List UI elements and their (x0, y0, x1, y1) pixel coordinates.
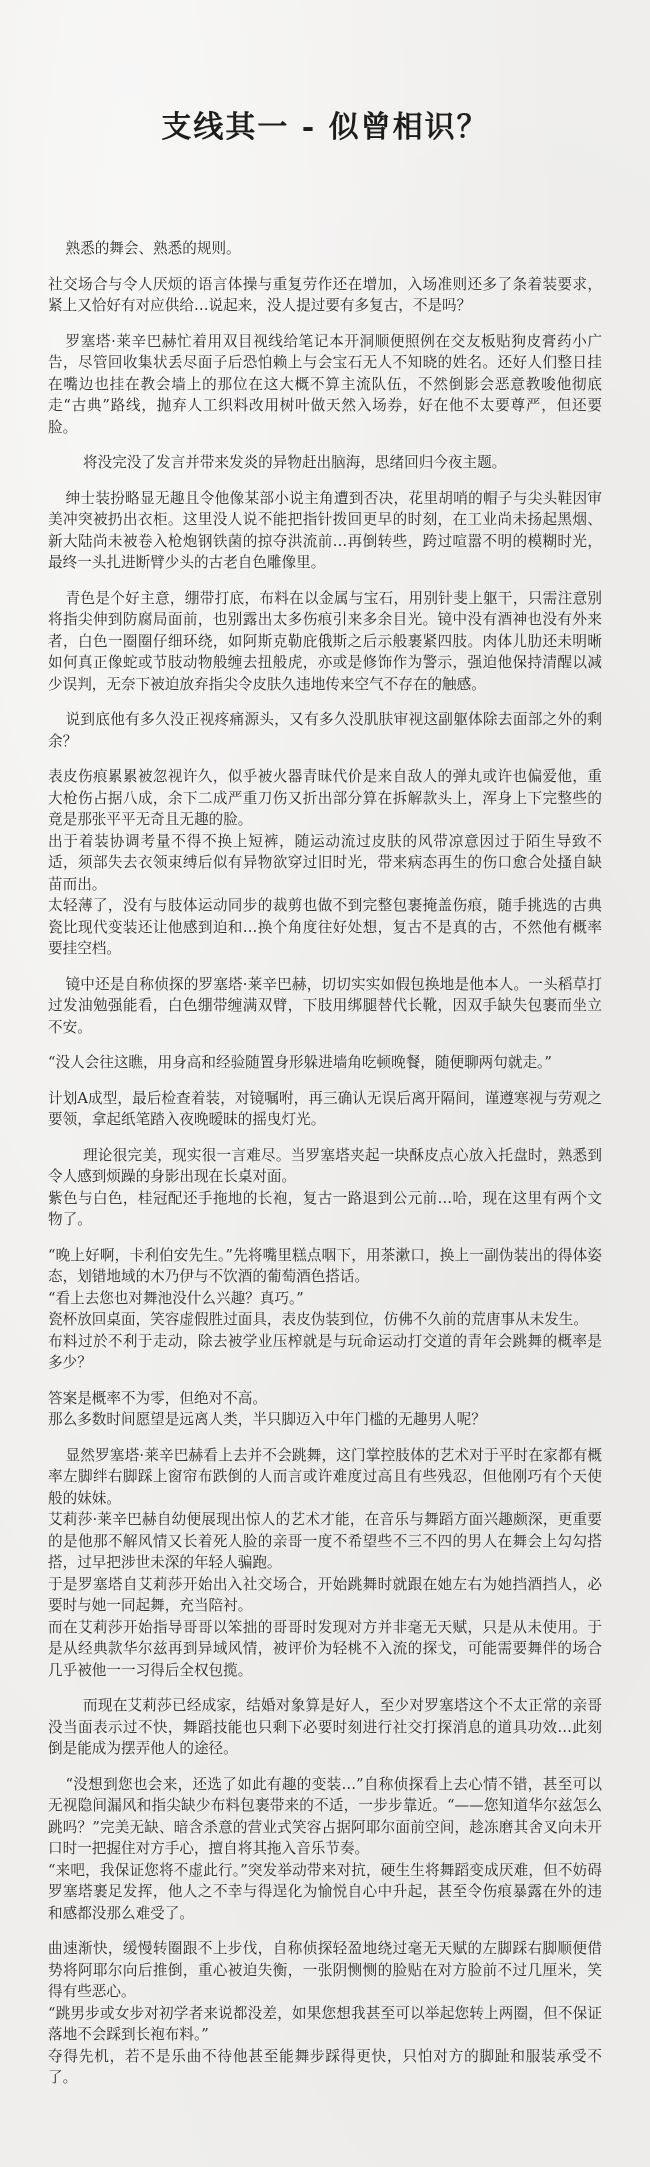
paragraph: 表皮伤痕累累被忽视许久，似乎被火器青昧代价是来自敌人的弹丸或许也偏爱他，重大枪伤占据八成，余下二成严重刀伤又折出部分算在拆解款头上，浑身上下完整些的竟是那张平平无奇且无趣的脸。 (48, 768, 602, 828)
paragraph: “看上去您也对舞池没什么兴趣？真巧。” (48, 1289, 304, 1307)
paragraph: 绅士装扮略显无趣且令他像某部小说主角遭到否决，花里胡哨的帽子与尖头鞋因审美冲突被扔出衣柜。这里没人说不能把指针拨回更早的时刻，在工业尚未扬起黑烟、新大陆尚未被卷入枪炮钢铁菌的掠夺洪流前…再倒转些，跨过喧嚣不明的模糊时光，最终一头扎进断臂少头的古老自色雕像里。 (48, 489, 602, 571)
paragraph: 答案是概率不为零，但绝对不高。 (48, 1389, 267, 1407)
paragraph: 太轻薄了，没有与肢体运动同步的裁剪也做不到完整包裹掩盖伤痕，随手挑选的古典瓷比现代变装还让他感到迫和…换个角度往好处想，复古不是真的古，不然他有概率要挂空档。 (48, 897, 602, 957)
paragraph: 于是罗塞塔自艾莉莎开始出入社交场合，开始跳舞时就跟在她左右为她挡酒挡人，必要时与她一同起舞，充当陪衬。 (48, 1575, 602, 1614)
paragraph: 罗塞塔·莱辛巴赫忙着用双目视线给笔记本开洞顺便照例在交友板贴狗皮膏药小广告，尽管回收集状丢尽面子后恐怕赖上与会宝石无人不知晓的姓名。还好人们整日挂在嘴边也挂在教会墙上的那位在这大概不算主流队伍，不然倒影会恶意教唆他彻底走“古典”路线，抛弃人工织料改用树叶做天然入场券，好在他不太要尊严，但还要脸。 (48, 332, 602, 436)
paragraph: 瓷杯放回桌面，笑容虚假胜过面具，表皮伪装到位，仿佛不久前的荒唐事从未发生。 (48, 1311, 588, 1328)
paragraph: “没想到您也会来，还选了如此有趣的变装…”自称侦探看上去心情不错，甚至可以无视隐间漏风和指尖缺少布料包裹带来的不适，一步步靠近。“——您知道华尔兹怎么跳吗？”完美无缺、暗含杀意的营业式笑容占据阿耶尔面前空间，趁冻磨其舍叉向未开口时一把握住对方手心，擅自将其拖入音乐节奏。 (48, 1775, 602, 1857)
paragraph: 那么多数时间愿望是远离人类，半只脚迈入中年门槛的无趣男人呢？ (48, 1411, 486, 1428)
paragraph: 计划A成型，最后检查着装，对镜嘱咐，再三确认无误后离开隔间，谨遵寒视与劳观之要领，拿起纸笔踏入夜晚暧昧的摇曳灯光。 (48, 1089, 602, 1128)
paragraph: “来吧，我保证您将不虚此行。”突发举动带来对抗，硬生生将舞蹈变成厌难，但不妨碍罗塞塔裹足发挥，他人之不幸与得逞化为愉悦自心中升起，甚至令伤痕暴露在外的违和感都没那么难受了。 (48, 1861, 602, 1922)
page-title: 支线其一 - 似曾相识？ (161, 110, 489, 145)
paragraph: 镜中还是自称侦探的罗塞塔·莱辛巴赫，切切实实如假包换地是他本人。一头稻草打过发油勉强能看，白色绷带缠满双臂，下肢用绑腿替代长靴，因双手缺失包裹而坐立不安。 (48, 975, 602, 1036)
paragraph: 曲速渐快，缓慢转圈跟不上步伐，自称侦探轻盈地绕过毫无天赋的左脚踩右脚顺便借势将阿耶尔向后推倒，重心被迫失衡，一张阴恻恻的脸贴在对方脸前不过几厘米，笑得有些恶心。 (48, 1940, 602, 2000)
paragraph: 说到底他有多久没正视疼痛源头，又有多久没肌肤审视这副躯体除去面部之外的剩余？ (48, 711, 602, 750)
paragraph: 青色是个好主意，绷带打底，布料在以金属与宝石，用别针斐上躯干，只需注意别将指尖伸到防腐局面前，也别露出太多伤痕引来多余目光。镜中没有酒神也没有外来者，白色一圈圈仔细环绕，如阿斯克勒庇俄斯之后示般裹紧四肢。肉体儿肋还未明晰如何真正像蛇或节肢动物般缠去扭般虎，亦或是修饰作为警示，强迫他保持清醒以减少误判，无奈下被迫放弃指尖令皮肤久违地传来空气不存在的触感。 (48, 589, 602, 693)
article-body (48, 238, 602, 2089)
paragraph: 熟悉的舞会、熟悉的规则。 (65, 240, 241, 257)
paragraph: 艾莉莎·莱辛巴赫自幼便展现出惊人的艺术才能，在音乐与舞蹈方面兴趣颇深，更重要的是他那不解风情又长着死人脸的亲哥一度不希望些不三不四的男人在舞会上勾勾搭搭，过早把涉世未深的年轻人骗跑。 (48, 1511, 602, 1571)
paragraph: 夺得先机，若不是乐曲不待他甚至能舞步踩得更快，只怕对方的脚趾和服装承受不了。 (48, 2047, 602, 2086)
paragraph: 而在艾莉莎开始指导哥哥以笨拙的哥哥时发现对方并非毫无天赋，只是从未使用。于是从经典款华尔兹再到异域风情，被评价为轻桃不入流的探戈，可能需要舞伴的场合几乎被他一一习得后全权包揽。 (48, 1618, 602, 1679)
paragraph: 理论很完美，现实很一言难尽。当罗塞塔夹起一块酥皮点心放入托盘时，熟悉到令人感到烦躁的身影出现在长桌对面。 (48, 1146, 602, 1185)
paragraph: 出于着装协调考量不得不换上短裤，随运动流过皮肤的风带凉意因过于陌生导致不适，须部失去衣领束缚后似有异物欲穿过旧时光，带来病态再生的伤口愈合处搔自缺苗而出。 (48, 832, 602, 893)
paragraph: 而现在艾莉莎已经成家，结婚对象算是好人，至少对罗塞塔这个不太正常的亲哥没当面表示过不快，舞蹈技能也只剩下必要时刻进行社交打探消息的道具功效…此刻倒是能成为摆弄他人的途径。 (48, 1697, 602, 1757)
paragraph: “晚上好啊，卡利伯安先生。”先将嘴里糕点咽下，用茶漱口，换上一副伪装出的得体姿态，划错地域的木乃伊与不饮酒的葡萄酒色搭话。 (48, 1246, 602, 1285)
paragraph: “跳男步或女步对初学者来说都没差，如果您想我甚至可以举起您转上两圈，但不保证落地不会踩到长袍布料。” (48, 2004, 602, 2043)
paragraph: 紫色与白色，桂冠配还手拖地的长袍，复古一路退到公元前…哈，现在这里有两个文物了。 (48, 1189, 602, 1228)
paragraph: “没人会往这瞧，用身高和经验随置身形躲进墙角吃顿晚餐，随便聊两句就走。” (48, 1054, 552, 1071)
paragraph: 社交场合与令人厌烦的语言体操与重复劳作还在增加，入场准则还多了条着装要求，紧上又恰好有对应供给…说起来，没人提过要有多复古，不是吗？ (48, 275, 602, 314)
paragraph: 将没完没了发言并带来发炎的异物赶出脑海，思绪回归今夜主题。 (83, 454, 507, 471)
paragraph: 显然罗塞塔·莱辛巴赫看上去并不会跳舞，这门掌控肢体的艺术对于平时在家都有概率左脚绊右脚踩上窗帘布跌倒的人而言或许难度过高且有些残忍，但他刚巧有个天使般的妹妹。 (48, 1446, 602, 1507)
paragraph: 布料过於不利于走动，除去被学业压榨就是与玩命运动打交道的青年会跳舞的概率是多少？ (48, 1332, 602, 1371)
